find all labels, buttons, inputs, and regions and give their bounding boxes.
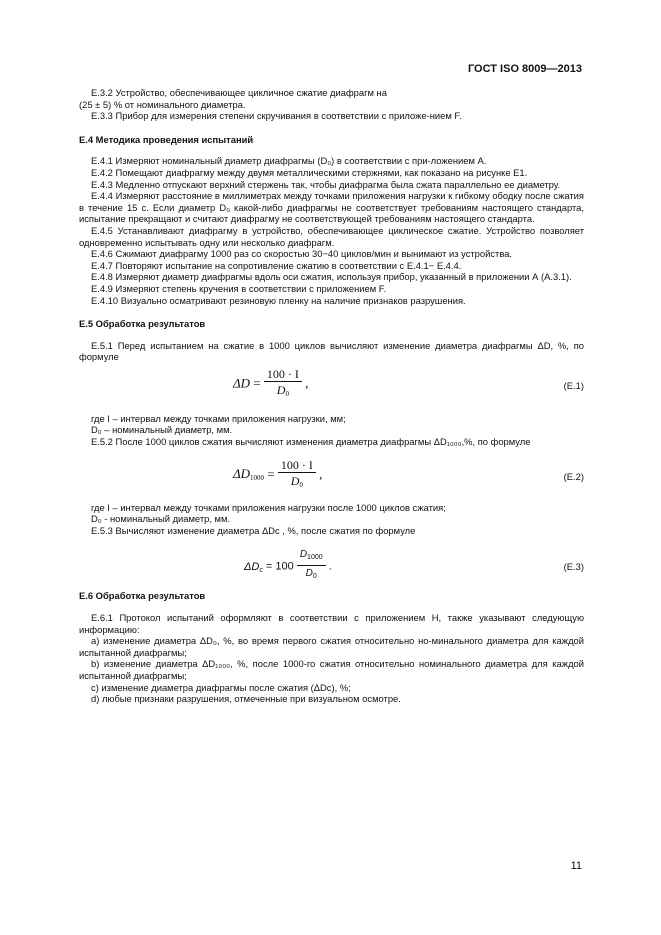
- para-e51: Е.5.1 Перед испытанием на сжатие в 1000 циклов вычисляют изменение диаметра диафрагмы ΔD, %, по формуле: [79, 339, 584, 363]
- formula-e2-tail: ,: [319, 466, 323, 482]
- formula-e3-eq: =: [265, 560, 273, 573]
- formula-e3-coefficient: 100: [275, 560, 294, 573]
- formula-e1: [79, 367, 584, 409]
- formula-e1-numerator: 100 · I: [264, 367, 302, 382]
- formula-e3-denominator: $D_0$: [305, 568, 317, 581]
- para-e49: Е.4.9 Измеряют степень кручения в соответствии с приложением F.: [91, 282, 387, 294]
- formula-e1-number: (Е.1): [563, 379, 584, 391]
- formula-e1-expression: [233, 367, 308, 402]
- formula-e2: [79, 458, 584, 500]
- section-heading-e6: Е.6 Обработка результатов: [79, 590, 206, 602]
- formula-e3-fraction: [297, 548, 326, 585]
- formula-e3-tail: .: [328, 560, 332, 573]
- para-e61: Е.6.1 Протокол испытаний оформляют в соответствии с приложением Н, также указывают следующую информацию:: [79, 612, 584, 635]
- page-number: 11: [570, 860, 582, 872]
- where-e2-diameter: D₀ - номинальный диаметр, мм.: [91, 513, 231, 525]
- list-item-a: а) изменение диаметра ΔD₀, %, во время первого сжатия относительно но-минального диаметра для каждой испытанной диафрагмы;: [79, 635, 584, 658]
- formula-e1-fraction: [264, 367, 302, 402]
- para-e53: Е.5.3 Вычисляют изменение диаметра ΔDc , %, после сжатия по формуле: [91, 524, 416, 536]
- para-e41: Е.4.1 Измеряют номинальный диаметр диафрагмы (D₀) в соответствии с при-ложением А.: [91, 155, 487, 167]
- para-e410: Е.4.10 Визуально осматривают резиновую пленку на наличие признаков разрушения.: [91, 294, 466, 306]
- where-e1-interval: где I – интервал между точками приложения нагрузки, мм;: [91, 412, 346, 424]
- para-e47: Е.4.7 Повторяют испытание на сопротивление сжатию в соответствии с Е.4.1− Е.4.4.: [91, 259, 462, 271]
- formula-e2-denominator: $D_0$: [290, 473, 303, 489]
- para-e44: Е.4.4 Измеряют расстояние в миллиметрах между точками приложения нагрузки к гибкому ободку после сжатия в течение 15 с. Если диаметр D₀ какой-либо диафрагмы не соответствует требованиям настоящего стандарта, испытание прекращают и считают диафрагму не соответствующей требованиям настоящего стандарта.: [79, 190, 584, 225]
- section-heading-e4: Е.4 Методика проведения испытаний: [79, 133, 254, 145]
- standard-header: ГОСТ ISO 8009—2013: [467, 63, 582, 75]
- para-e32b: (25 ± 5) % от номинального диаметра.: [79, 98, 246, 110]
- document-body: [79, 87, 584, 705]
- formula-e1-lhs: ΔD: [233, 375, 251, 391]
- para-e52: Е.5.2 После 1000 циклов сжатия вычисляют изменения диаметра диафрагмы ΔD₁₀₀₀,%, по формуле: [91, 436, 531, 448]
- formula-e2-number: (Е.2): [563, 470, 584, 482]
- para-e45: Е.4.5 Устанавливают диафрагму в устройство, обеспечивающее циклическое сжатие. Устройство позволяет одновременно испытывать одну или несколько диафрагм.: [79, 224, 584, 248]
- formula-e1-denominator: $D_0$: [276, 382, 289, 398]
- section-heading-e5: Е.5 Обработка результатов: [79, 318, 206, 330]
- formula-e3-lhs: $\Delta D_c$: [244, 560, 263, 574]
- formula-e3-number: (Е.3): [563, 561, 584, 573]
- formula-e2-eq: =: [267, 466, 275, 482]
- para-e32a: Е.3.2 Устройство, обеспечивающее цикличное сжатие диафрагм на: [91, 87, 387, 98]
- formula-e2-numerator: 100 · I: [278, 458, 316, 473]
- formula-e2-lhs: $\Delta D_{1000}$: [233, 466, 265, 483]
- para-e43: Е.4.3 Медленно отпускают верхний стержень так, чтобы диафрагма была сжата параллельно ее диаметру.: [91, 178, 561, 190]
- para-e42: Е.4.2 Помещают диафрагму между двумя металлическими стержнями, как показано на рисунке Е1.: [91, 166, 528, 178]
- formula-e3-numerator: $D_{1000}$: [297, 548, 326, 566]
- para-e48: Е.4.8 Измеряют диаметр диафрагмы вдоль оси сжатия, используя прибор, указанный в приложении А (А.3.1).: [91, 271, 572, 283]
- list-item-b: b) изменение диаметра ΔD₁₀₀₀, %, после 1000-го сжатия относительно номинального диаметра для каждой испытанной диафрагмы;: [79, 658, 584, 681]
- formula-e1-tail: ,: [305, 375, 309, 391]
- formula-e2-fraction: [278, 458, 316, 493]
- formula-e1-eq: =: [253, 375, 261, 391]
- formula-e2-expression: [233, 458, 322, 493]
- para-e33: Е.3.3 Прибор для измерения степени скручивания в соответствии с приложе-нием F.: [91, 110, 462, 122]
- formula-e3-expression: [244, 548, 332, 585]
- para-e46: Е.4.6 Сжимают диафрагму 1000 раз со скоростью 30−40 циклов/мин и вынимают из устройства.: [91, 248, 513, 260]
- list-item-d: d) любые признаки разрушения, отмеченные при визуальном осмотре.: [91, 693, 401, 705]
- formula-e3: [79, 548, 584, 590]
- where-e1-diameter: D₀ – номинальный диаметр, мм.: [91, 424, 233, 436]
- list-item-c: с) изменение диаметра диафрагмы после сжатия (ΔDc), %;: [91, 681, 351, 693]
- where-e2-interval: где I – интервал между точками приложения нагрузки после 1000 циклов сжатия;: [91, 501, 446, 513]
